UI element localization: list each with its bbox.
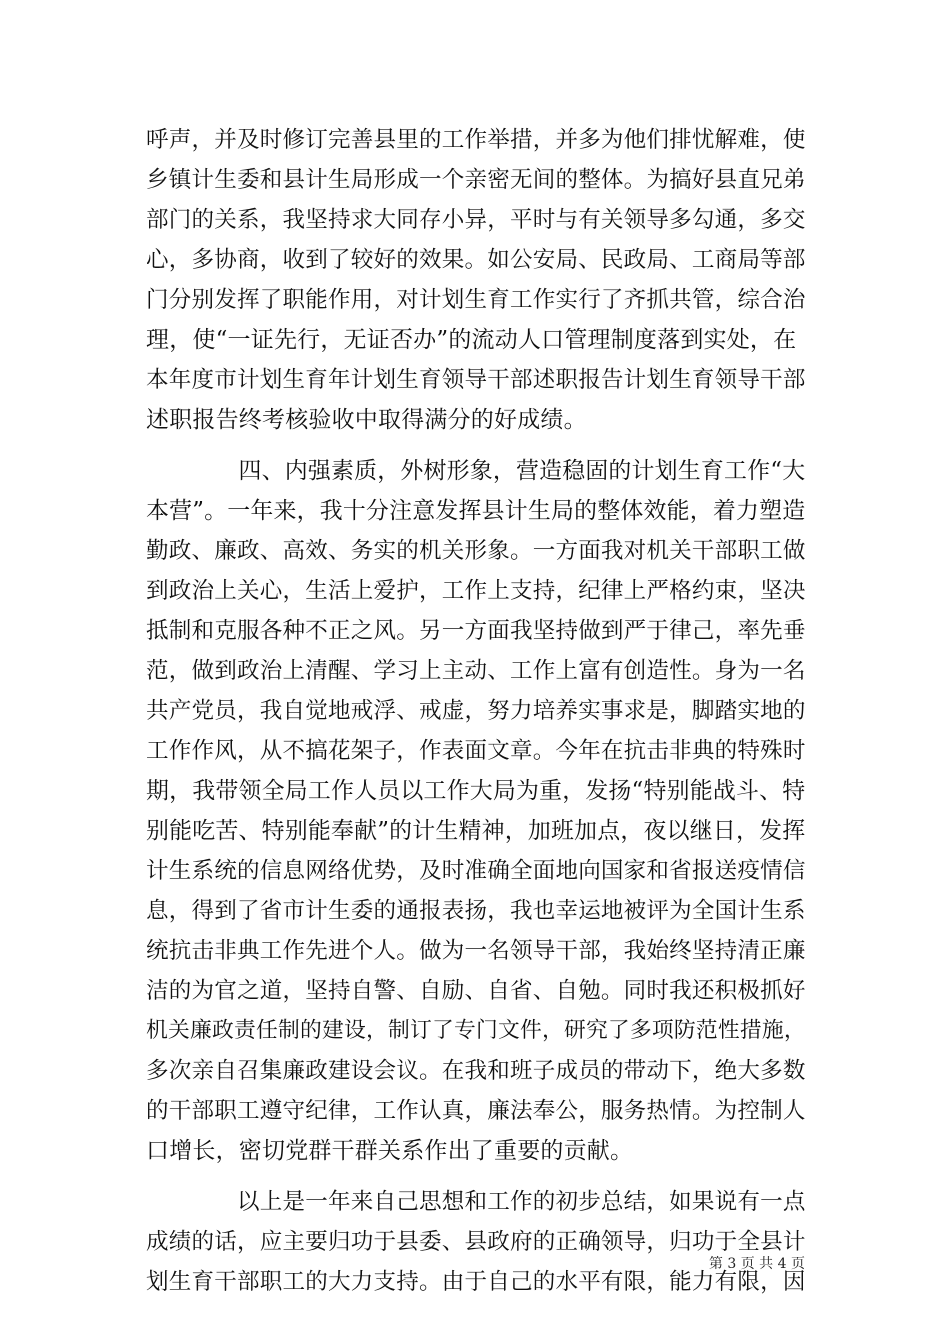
text-line: 到政治上关心，生活上爱护，工作上支持，纪律上严格约束，坚决 — [146, 578, 806, 604]
text-line: 工作作风，从不搞花架子，作表面文章。今年在抗击非典的特殊时 — [146, 738, 806, 764]
text-line: 以上是一年来自己思想和工作的初步总结，如果说有一点 — [146, 1189, 806, 1215]
paragraph — [146, 120, 806, 440]
document-body — [146, 120, 806, 1302]
text-line: 乡镇计生委和县计生局形成一个亲密无间的整体。为搞好县直兄弟 — [146, 167, 806, 193]
text-line: 别能吃苦、特别能奉献”的计生精神，加班加点，夜以继日，发挥 — [146, 818, 806, 844]
text-line: 划生育干部职工的大力支持。由于自己的水平有限，能力有限，因 — [146, 1269, 806, 1295]
paragraph — [146, 451, 806, 1171]
text-line: 的干部职工遵守纪律，工作认真，廉法奉公，服务热情。为控制人 — [146, 1098, 806, 1124]
page-number-label: 第 3 页 共 4 页 — [708, 1256, 805, 1272]
text-line: 范，做到政治上清醒、学习上主动、工作上富有创造性。身为一名 — [146, 658, 806, 684]
text-line: 计生系统的信息网络优势，及时准确全面地向国家和省报送疫情信 — [146, 858, 806, 884]
text-line: 多次亲自召集廉政建设会议。在我和班子成员的带动下，绝大多数 — [146, 1058, 806, 1084]
text-line: 呼声，并及时修订完善县里的工作举措，并多为他们排忧解难，使 — [146, 127, 806, 153]
text-line: 勤政、廉政、高效、务实的机关形象。一方面我对机关干部职工做 — [146, 538, 806, 564]
page-footer — [0, 1253, 950, 1273]
text-line: 抵制和克服各种不正之风。另一方面我坚持做到严于律己，率先垂 — [146, 618, 806, 644]
text-line: 四、内强素质，外树形象，营造稳固的计划生育工作“大 — [146, 458, 806, 484]
text-line: 期，我带领全局工作人员以工作大局为重，发扬“特别能战斗、特 — [146, 778, 806, 804]
text-line: 共产党员，我自觉地戒浮、戒虚，努力培养实事求是，脚踏实地的 — [146, 698, 806, 724]
text-line: 本年度市计划生育年计划生育领导干部述职报告计划生育领导干部 — [146, 367, 806, 393]
paragraph-gap — [146, 1171, 806, 1182]
text-line: 口增长，密切党群干群关系作出了重要的贡献。 — [146, 1138, 634, 1164]
text-line: 门分别发挥了职能作用，对计划生育工作实行了齐抓共管，综合治 — [146, 287, 806, 313]
text-line: 息，得到了省市计生委的通报表扬，我也幸运地被评为全国计生系 — [146, 898, 806, 924]
paragraph-gap — [146, 440, 806, 451]
text-line: 洁的为官之道，坚持自警、自励、自省、自勉。同时我还积极抓好 — [146, 978, 806, 1004]
text-line: 心，多协商，收到了较好的效果。如公安局、民政局、工商局等部 — [146, 247, 806, 273]
text-line: 本营”。一年来，我十分注意发挥县计生局的整体效能，着力塑造 — [146, 498, 806, 524]
text-line: 部门的关系，我坚持求大同存小异，平时与有关领导多勾通，多交 — [146, 207, 806, 233]
text-line: 述职报告终考核验收中取得满分的好成绩。 — [146, 407, 587, 433]
text-line: 理，使“一证先行，无证否办”的流动人口管理制度落到实处，在 — [146, 327, 797, 353]
text-line: 统抗击非典工作先进个人。做为一名领导干部，我始终坚持清正廉 — [146, 938, 806, 964]
text-line: 机关廉政责任制的建设，制订了专门文件，研究了多项防范性措施， — [146, 1018, 806, 1043]
paragraph — [146, 1182, 806, 1302]
text-line: 成绩的话，应主要归功于县委、县政府的正确领导，归功于全县计 — [146, 1229, 806, 1255]
